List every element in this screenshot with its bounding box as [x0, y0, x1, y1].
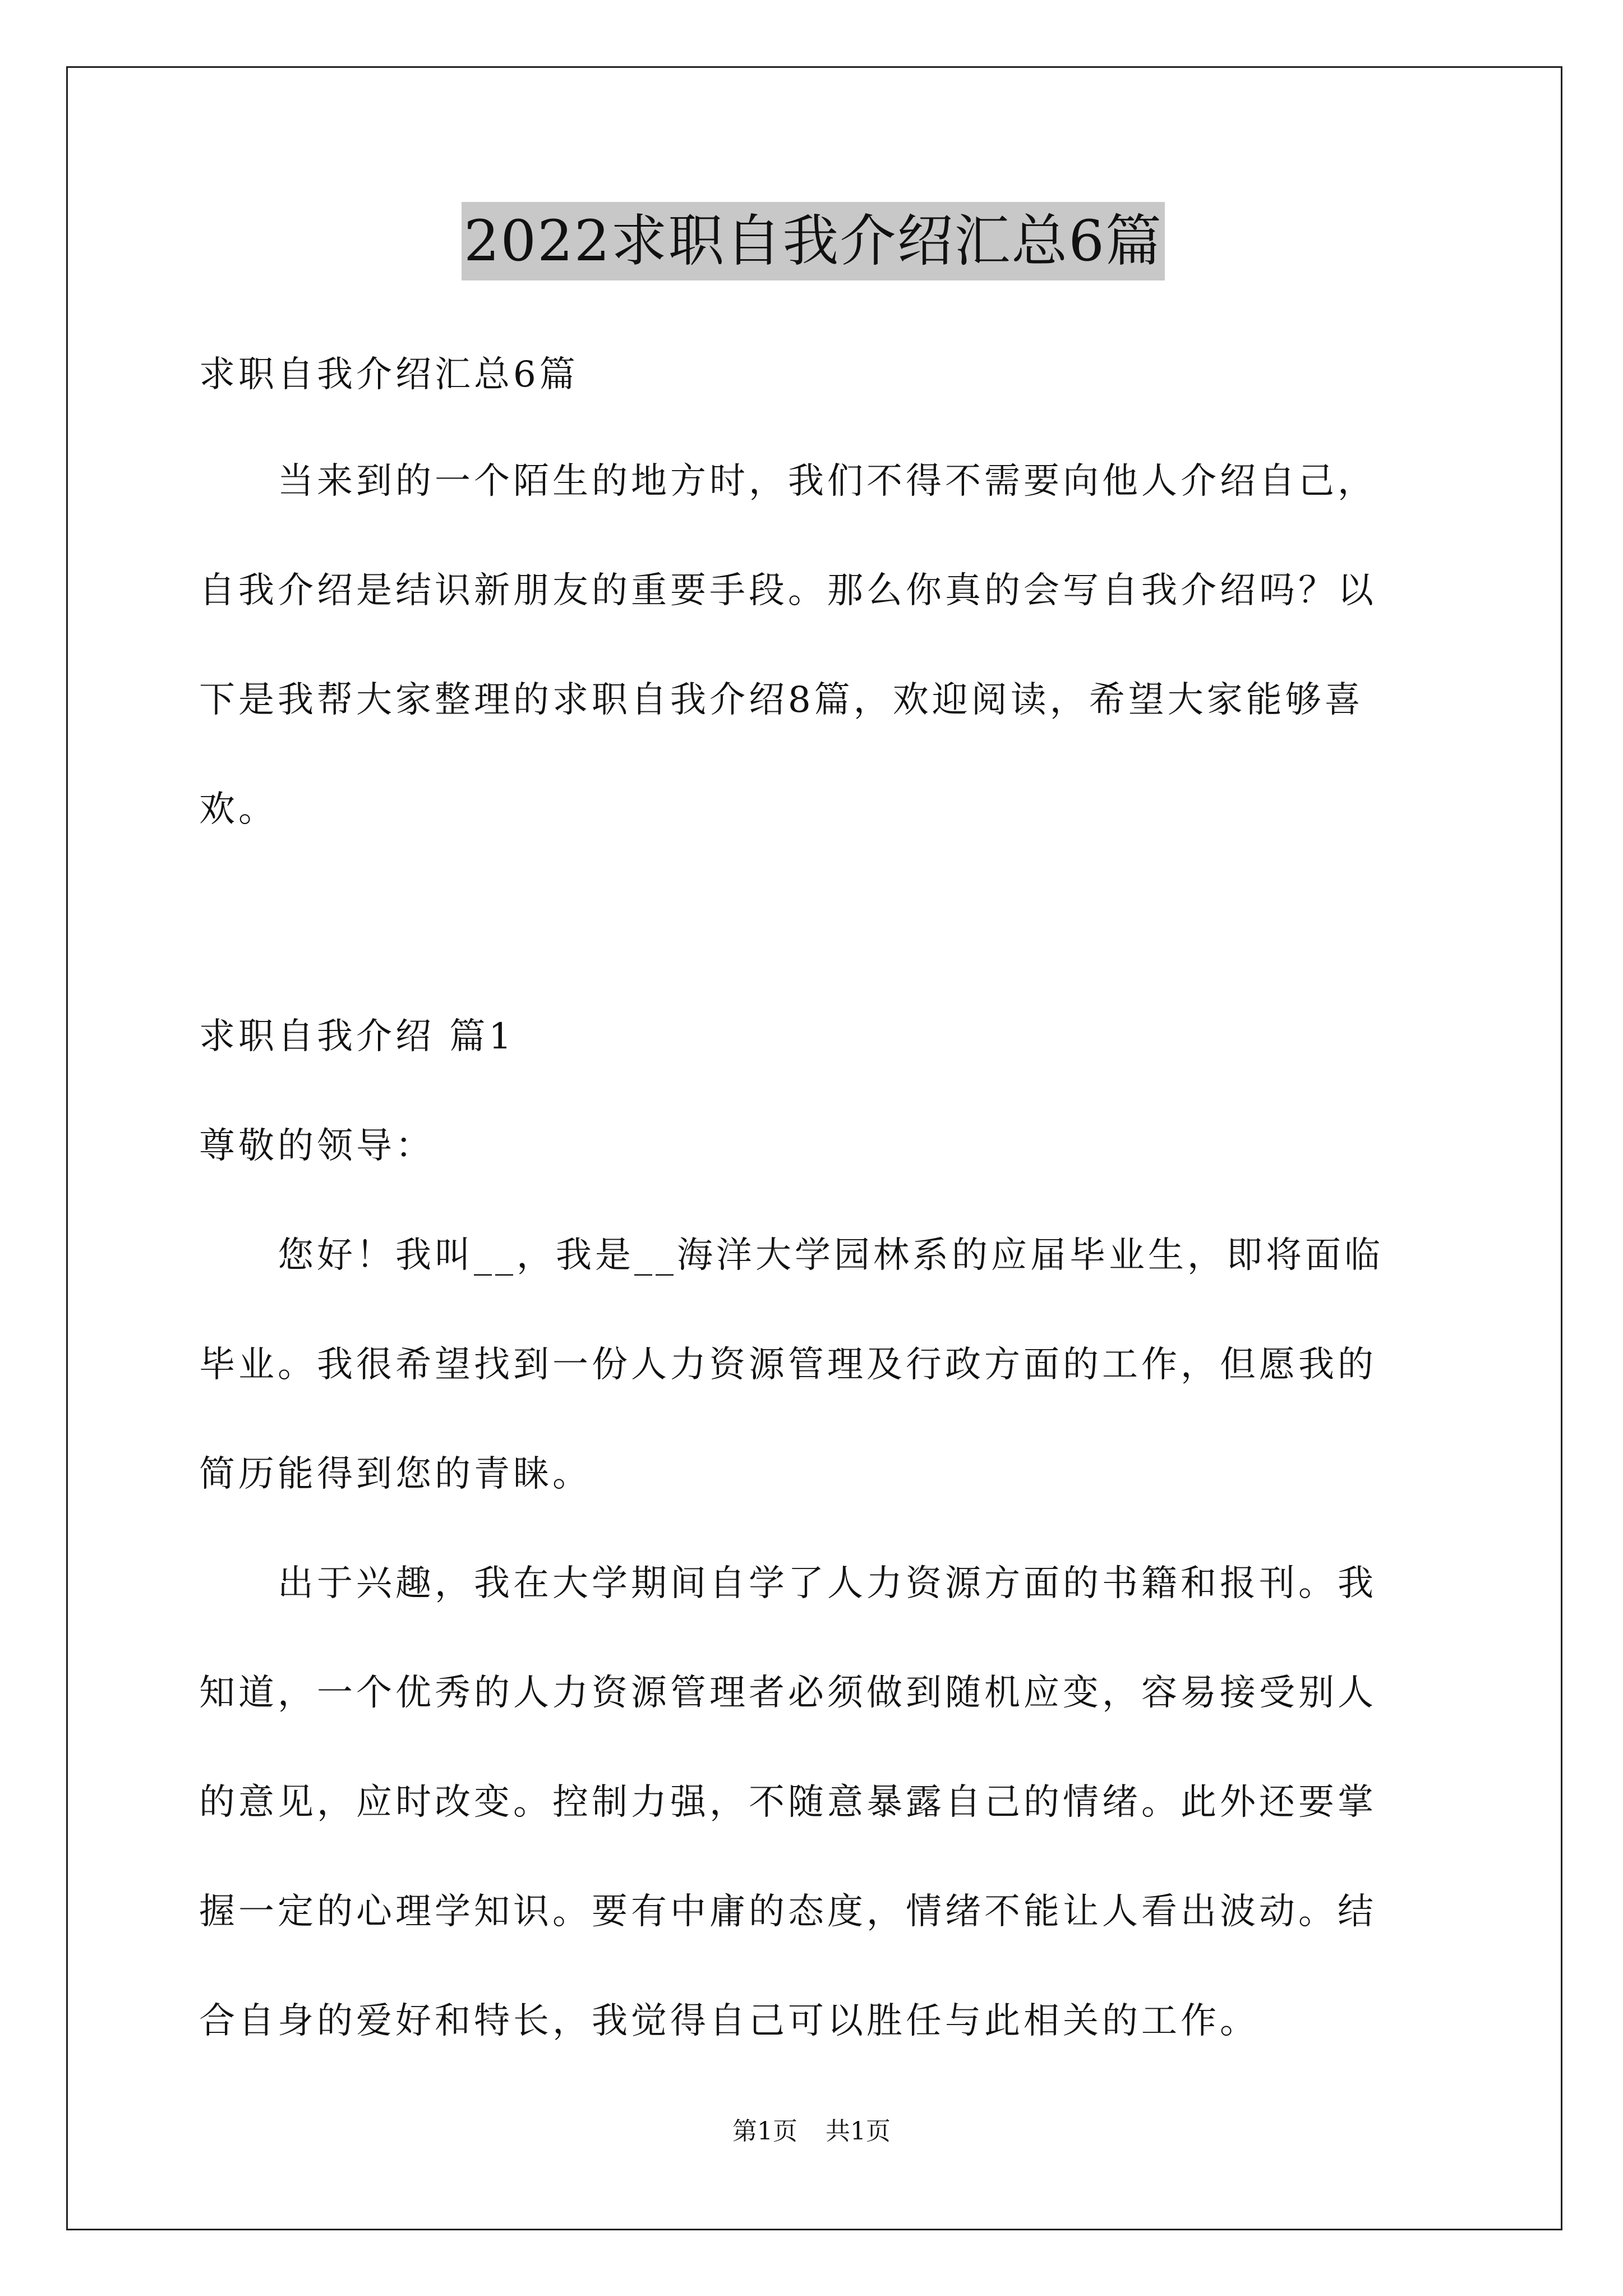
intro-line-1: 当来到的一个陌生的地方时，我们不得不需要向他人介绍自己，	[278, 461, 1377, 502]
intro-line-4: 欢。	[199, 789, 278, 830]
paragraph-1-line-3: 简历能得到您的青睐。	[199, 1453, 592, 1495]
intro-line-3: 下是我帮大家整理的求职自我介绍8篇，欢迎阅读，希望大家能够喜	[199, 679, 1364, 721]
paragraph-2-line-3: 的意见，应时改变。控制力强，不随意暴露自己的情绪。此外还要掌	[199, 1782, 1377, 1823]
paragraph-1-line-2: 毕业。我很希望找到一份人力资源管理及行政方面的工作，但愿我的	[199, 1344, 1377, 1386]
paragraph-1-line-1: 您好！我叫__，我是__海洋大学园林系的应届毕业生，即将面临	[278, 1235, 1384, 1276]
intro-line-2: 自我介绍是结识新朋友的重要手段。那么你真的会写自我介绍吗？以	[199, 570, 1377, 611]
document-title	[199, 202, 1427, 280]
section-heading: 求职自我介绍 篇1	[199, 1016, 515, 1057]
paragraph-2-line-1: 出于兴趣，我在大学期间自学了人力资源方面的书籍和报刊。我	[278, 1563, 1377, 1604]
page-number-total: 共1页	[826, 2117, 891, 2146]
document-subtitle: 求职自我介绍汇总6篇	[199, 354, 579, 395]
page-footer	[0, 2115, 1623, 2148]
paragraph-2-line-5: 合自身的爱好和特长，我觉得自己可以胜任与此相关的工作。	[199, 2000, 1259, 2042]
paragraph-2-line-2: 知道，一个优秀的人力资源管理者必须做到随机应变，容易接受别人	[199, 1672, 1377, 1714]
page-number-current: 第1页	[732, 2117, 797, 2146]
document-title-text: 2022求职自我介绍汇总6篇	[462, 202, 1165, 280]
salutation: 尊敬的领导：	[199, 1125, 435, 1167]
paragraph-2-line-4: 握一定的心理学知识。要有中庸的态度，情绪不能让人看出波动。结	[199, 1891, 1377, 1932]
